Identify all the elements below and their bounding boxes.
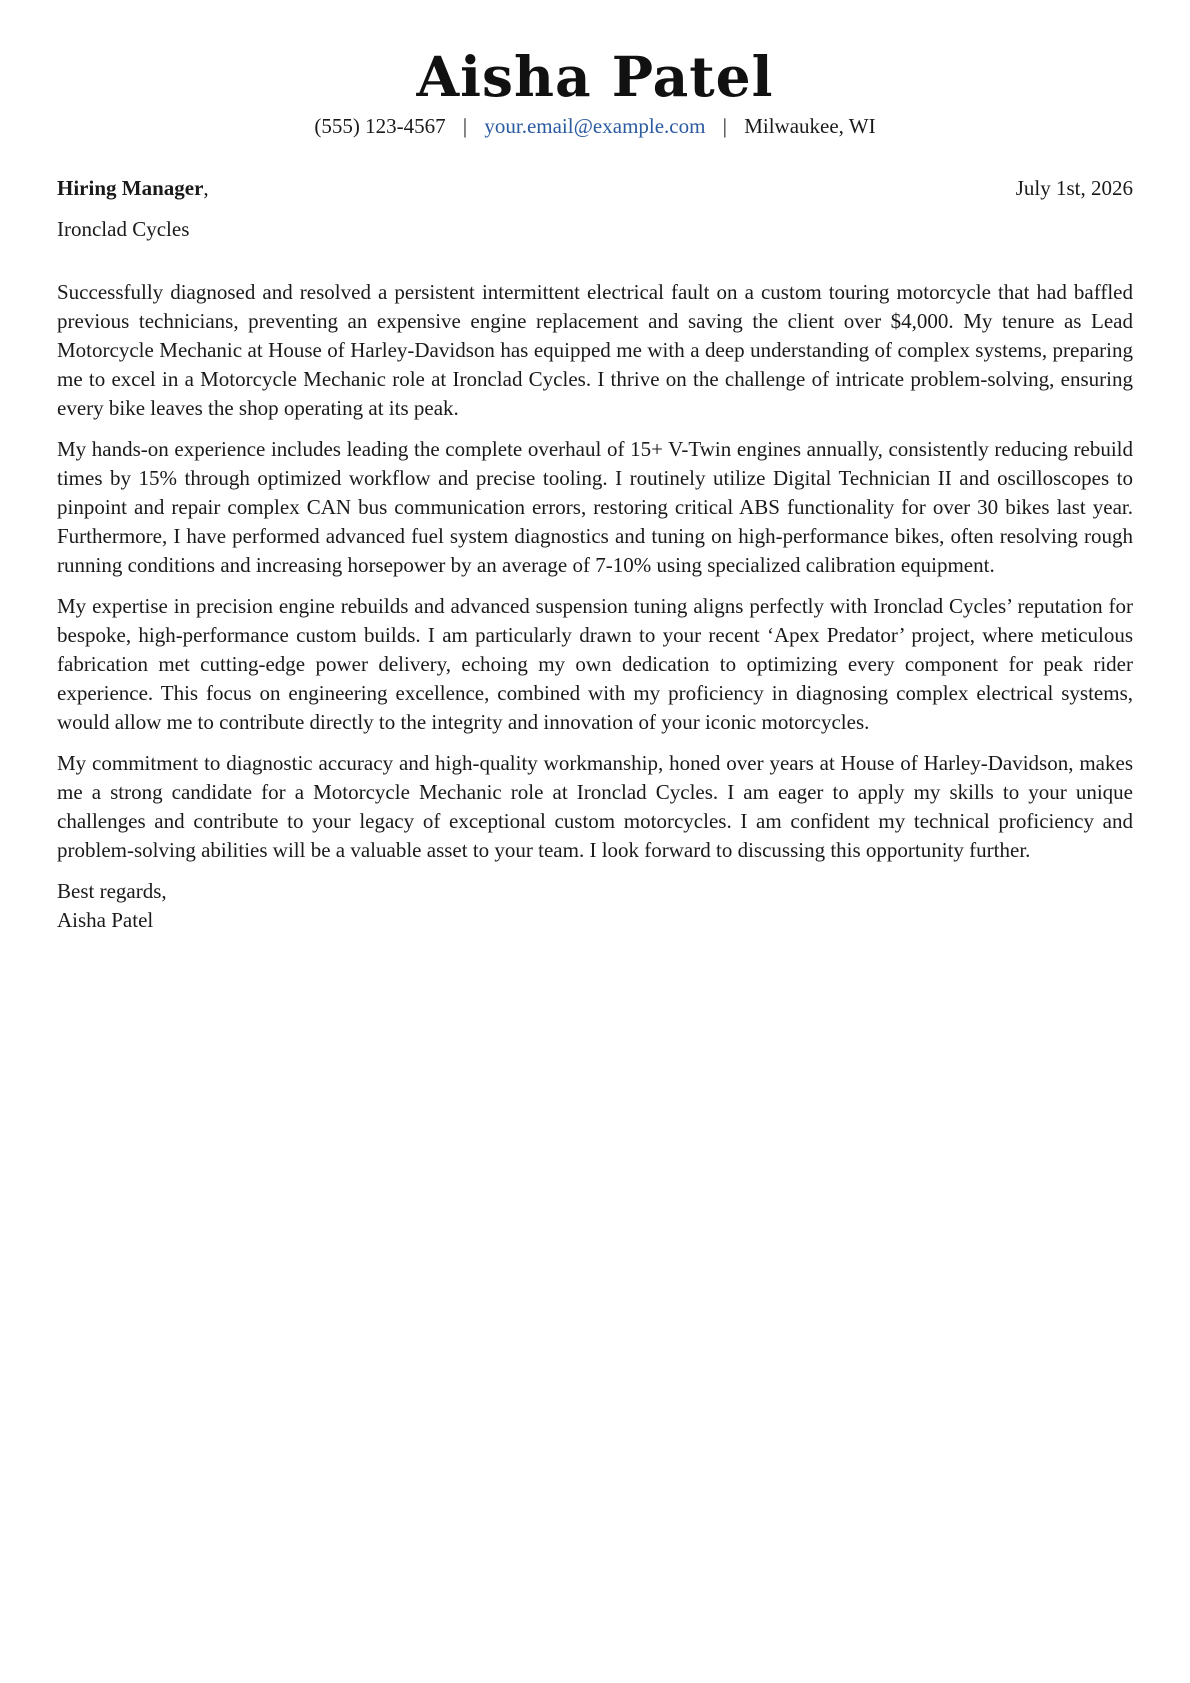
letter-body	[57, 278, 1133, 865]
applicant-name: Aisha Patel	[416, 44, 774, 109]
phone-number: (555) 123-4567	[314, 114, 446, 138]
contact-line	[57, 112, 1133, 140]
letter-closing	[57, 877, 1133, 935]
recipient-title: Hiring Manager	[57, 176, 204, 200]
recipient-company: Ironclad Cycles	[57, 217, 190, 241]
letter-date: July 1st, 2026	[1015, 176, 1133, 200]
closing-signature: Aisha Patel	[57, 908, 154, 932]
body-paragraph: My hands-on experience includes leading the complete overhaul of 15+ V-Twin engines annually, consistently reducing rebuild times by 15% through optimized workflow and precise tooling. I routinely utilize Digital Technician II and oscilloscopes to pinpoint and repair complex CAN bus communication errors, restoring critical ABS functionality for over 30 bikes last year. Furthermore, I have performed advanced fuel system diagnostics and tuning on high-performance bikes, often resolving rough running conditions and increasing horsepower by an average of 7-10% using specialized calibration equipment.	[57, 437, 1133, 577]
recipient-date-row	[57, 174, 1133, 202]
body-paragraph: Successfully diagnosed and resolved a persistent intermittent electrical fault on a custom touring motorcycle that had baffled previous technicians, preventing an expensive engine replacement and saving the client over $4,000. My tenure as Lead Motorcycle Mechanic at House of Harley-Davidson has equipped me with a deep understanding of complex systems, preparing me to excel in a Motorcycle Mechanic role at Ironclad Cycles. I thrive on the challenge of intricate problem-solving, ensuring every bike leaves the shop operating at its peak.	[57, 280, 1133, 420]
email-link[interactable]: your.email@example.com	[484, 114, 706, 138]
recipient-suffix: ,	[203, 176, 209, 200]
location: Milwaukee, WI	[744, 114, 876, 138]
recipient	[57, 174, 209, 202]
contact-separator: |	[722, 114, 727, 138]
body-paragraph: My commitment to diagnostic accuracy and high-quality workmanship, honed over years at House of Harley-Davidson, makes me a strong candidate for a Motorcycle Mechanic role at Ironclad Cycles. I am eager to apply my skills to your unique challenges and contribute to your legacy of exceptional custom motorcycles. I am confident my technical proficiency and problem-solving abilities will be a valuable asset to your team. I look forward to discussing this opportunity further.	[57, 751, 1133, 862]
body-paragraph: My expertise in precision engine rebuilds and advanced suspension tuning aligns perfectly with Ironclad Cycles’ reputation for bespoke, high-performance custom builds. I am particularly drawn to your recent ‘Apex Predator’ project, where meticulous fabrication met cutting-edge power delivery, echoing my own dedication to optimizing every component for peak rider experience. This focus on engineering excellence, combined with my proficiency in diagnosing complex electrical systems, would allow me to contribute directly to the integrity and innovation of your iconic motorcycles.	[57, 594, 1133, 734]
contact-separator: |	[462, 114, 468, 138]
closing-salutation: Best regards,	[57, 879, 167, 903]
